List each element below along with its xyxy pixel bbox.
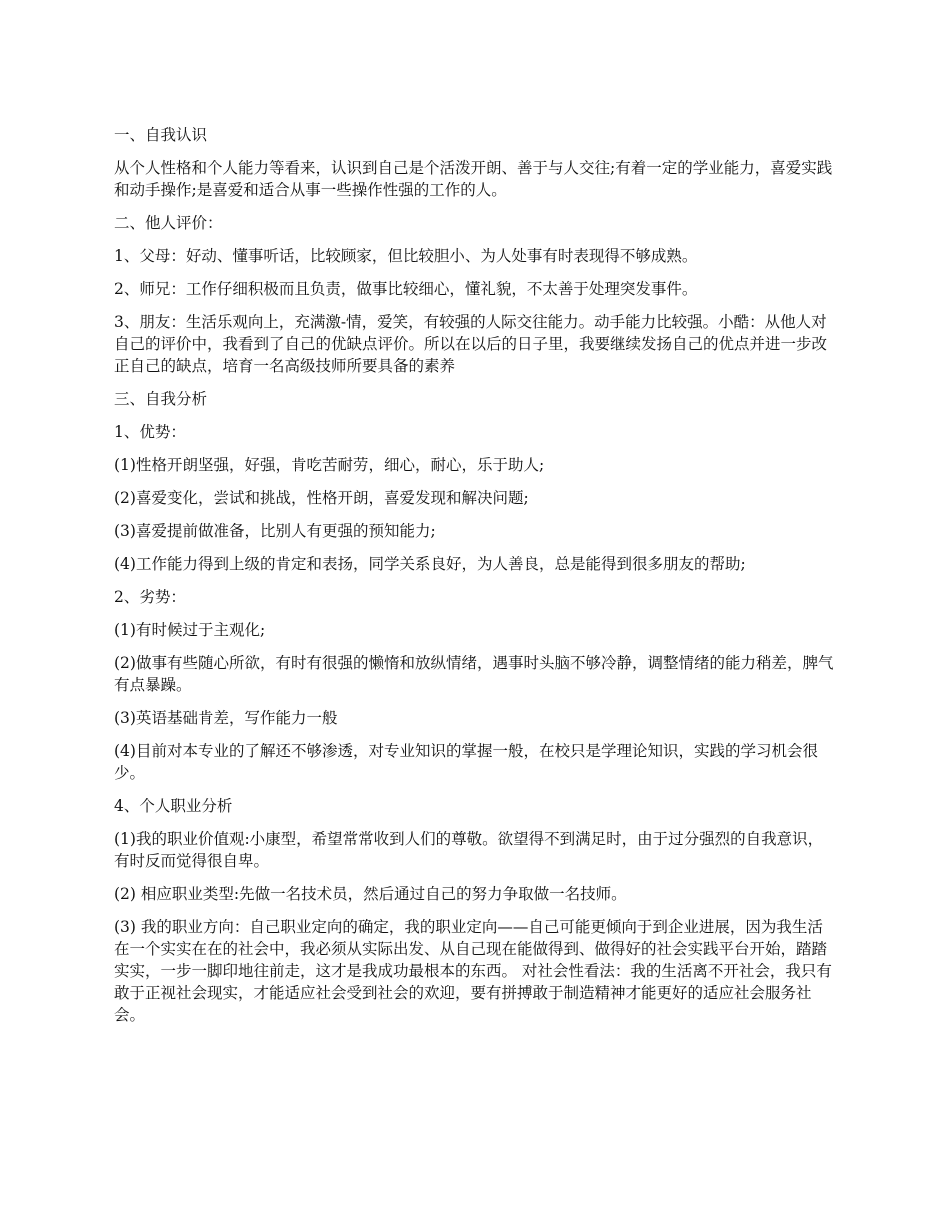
strength-item-4: (4)工作能力得到上级的肯定和表扬，同学关系良好，为人善良，总是能得到很多朋友的帮助; xyxy=(114,555,746,573)
paragraph-friends: 3、朋友：生活乐观向上，充满激-情，爱笑，有较强的人际交往能力。动手能力比较强。小酷：从他人对自己的评价中，我看到了自己的优缺点评价。所以在以后的日子里，我要继续发扬自己的优点并进一步改正自己的缺点，培育一名高级技师所要具备的素养 xyxy=(114,313,828,375)
strength-item-3: (3)喜爱提前做准备，比别人有更强的预知能力; xyxy=(114,522,436,540)
weakness-item-2: (2)做事有些随心所欲，有时有很强的懒惰和放纵情绪，遇事时头脑不够冷静，调整情绪的能力稍差，脾气有点暴躁。 xyxy=(114,654,834,694)
career-item-3: (3) 我的职业方向：自己职业定向的确定，我的职业定向——自己可能更倾向于到企业进展，因为我生活在一个实实在在的社会中，我必须从实际出发、从自己现在能做得到、做得好的社会实践平台开始，踏踏实实，一步一脚印地往前走，这才是我成功最根本的东西。 对社会性看法：我的生活离不开社会，我只有敢于正视社会现实，才能适应社会受到社会的欢迎，要有拼搏敢于制造精神才能更好的适应社会服务社会。 xyxy=(114,918,832,1024)
weakness-item-3: (3)英语基础肯差，写作能力一般 xyxy=(114,709,338,727)
section-heading-self-awareness: 一、自我认识 xyxy=(114,126,208,144)
subheading-weaknesses: 2、劣势： xyxy=(114,588,186,606)
strength-item-1: (1)性格开朗坚强，好强，肯吃苦耐劳，细心，耐心，乐于助人; xyxy=(114,456,545,474)
section-heading-self-analysis: 三、自我分析 xyxy=(114,390,208,408)
document-body xyxy=(114,124,834,1037)
career-item-1: (1)我的职业价值观:小康型，希望常常收到人们的尊敬。欲望得不到满足时，由于过分强烈的自我意识，有时反而觉得很自卑。 xyxy=(114,830,824,870)
paragraph-senior: 2、师兄：工作仔细积极而且负责，做事比较细心，懂礼貌，不太善于处理突发事件。 xyxy=(114,280,698,298)
strength-item-2: (2)喜爱变化，尝试和挑战，性格开朗，喜爱发现和解决问题; xyxy=(114,489,529,507)
section-heading-others-evaluation: 二、他人评价： xyxy=(114,214,223,232)
subheading-strengths: 1、优势： xyxy=(114,423,186,441)
paragraph-self-awareness: 从个人性格和个人能力等看来，认识到自己是个活泼开朗、善于与人交往;有着一定的学业能力，喜爱实践和动手操作;是喜爱和适合从事一些操作性强的工作的人。 xyxy=(114,159,833,199)
career-item-2: (2) 相应职业类型:先做一名技术员，然后通过自己的努力争取做一名技师。 xyxy=(114,885,627,903)
weakness-item-1: (1)有时候过于主观化; xyxy=(114,621,266,639)
subheading-career-analysis: 4、个人职业分析 xyxy=(114,797,233,815)
weakness-item-4: (4)目前对本专业的了解还不够渗透，对专业知识的掌握一般，在校只是学理论知识，实践的学习机会很少。 xyxy=(114,742,818,782)
paragraph-parents: 1、父母：好动、懂事听话，比较顾家，但比较胆小、为人处事有时表现得不够成熟。 xyxy=(114,247,698,265)
